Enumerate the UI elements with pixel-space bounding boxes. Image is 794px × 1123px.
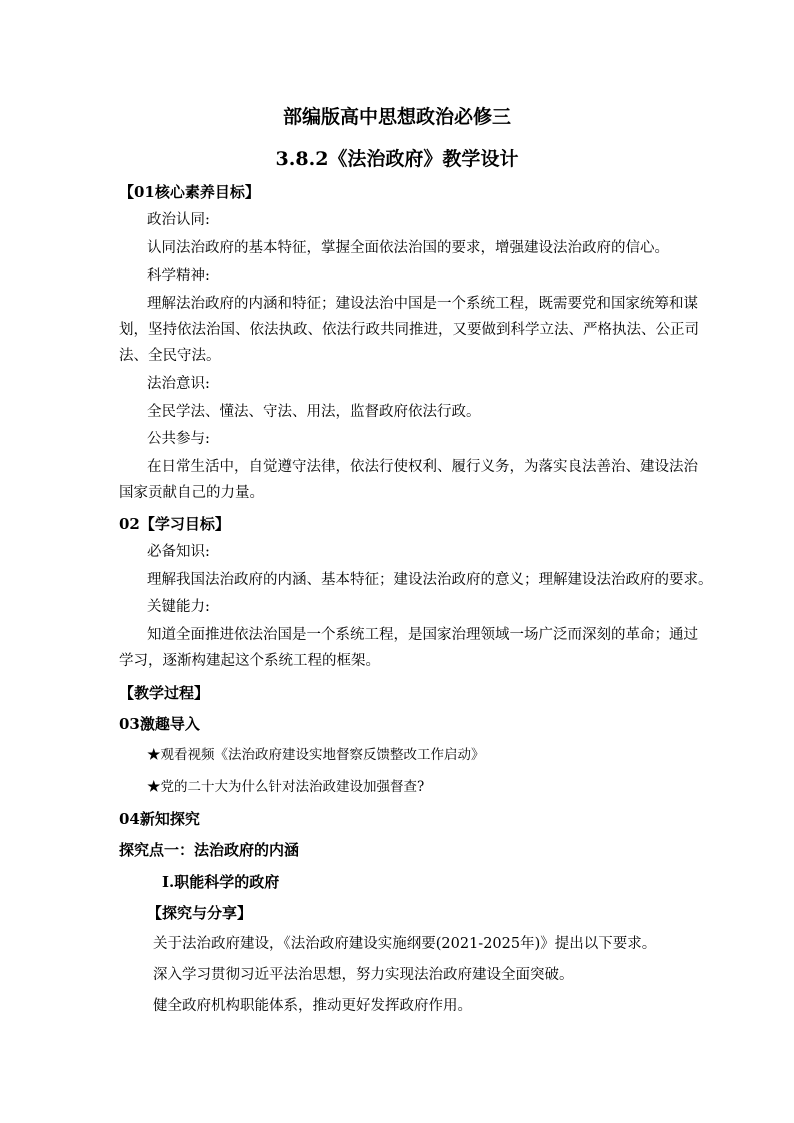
text-key-ability-line1: 知道全面推进依法治国是一个系统工程，是国家治理领域一场广泛而深刻的革命；通过 [147,627,698,643]
star-item-video: ★观看视频《法治政府建设实地督察反馈整改工作启动》 [147,747,485,763]
teaching-process-heading: 【教学过程】 [119,684,210,702]
label-scientific-spirit: 科学精神: [147,268,210,284]
text-public-participation-line2: 国家贡献自己的力量。 [119,485,264,501]
label-rule-of-law-awareness: 法治意识: [147,376,210,392]
text-scientific-spirit-line2: 划，坚持依法治国、依法执政、依法行政共同推进，又要做到科学立法、严格执法、公正司 [119,322,699,338]
label-required-knowledge: 必备知识: [147,544,210,560]
text-required-knowledge: 理解我国法治政府的内涵、基本特征；建设法治政府的意义；理解建设法治政府的要求。 [147,572,713,588]
section-02-heading: 02【学习目标】 [119,515,230,533]
explore-share-heading: 【探究与分享】 [147,904,253,922]
subpoint-1-heading: Ⅰ.职能科学的政府 [162,873,280,891]
share-text-2: 深入学习贯彻习近平法治思想，努力实现法治政府建设全面突破。 [153,967,574,983]
label-key-ability: 关键能力: [147,599,210,615]
section-01-heading: 【01核心素养目标】 [119,183,260,201]
label-public-participation: 公共参与: [147,431,210,447]
label-political-identity: 政治认同: [147,212,210,228]
text-political-identity: 认同法治政府的基本特征，掌握全面依法治国的要求，增强建设法治政府的信心。 [147,240,669,256]
text-rule-of-law-awareness: 全民学法、懂法、守法、用法，监督政府依法行政。 [147,404,481,420]
text-public-participation-line1: 在日常生活中，自觉遵守法律，依法行使权利、履行义务，为落实良法善治、建设法治 [147,459,698,475]
section-03-heading: 03激趣导入 [119,715,200,733]
section-04-heading: 04新知探究 [119,810,200,828]
share-text-3: 健全政府机构职能体系，推动更好发挥政府作用。 [153,998,472,1014]
document-title-line2: 3.8.2《法治政府》教学设计 [275,148,519,170]
inquiry-point-1-heading: 探究点一：法治政府的内涵 [119,841,300,859]
text-scientific-spirit-line3: 法、全民守法。 [119,348,221,364]
star-item-question: ★党的二十大为什么针对法治政建设加强督查? [147,779,425,795]
text-key-ability-line2: 学习，逐渐构建起这个系统工程的框架。 [119,653,380,669]
share-text-1: 关于法治政府建设，《法治政府建设实施纲要(2021-2025年)》提出以下要求。 [153,936,657,952]
document-title-line1: 部编版高中思想政治必修三 [282,106,511,128]
text-scientific-spirit-line1: 理解法治政府的内涵和特征；建设法治中国是一个系统工程，既需要党和国家统筹和谋 [147,296,698,312]
